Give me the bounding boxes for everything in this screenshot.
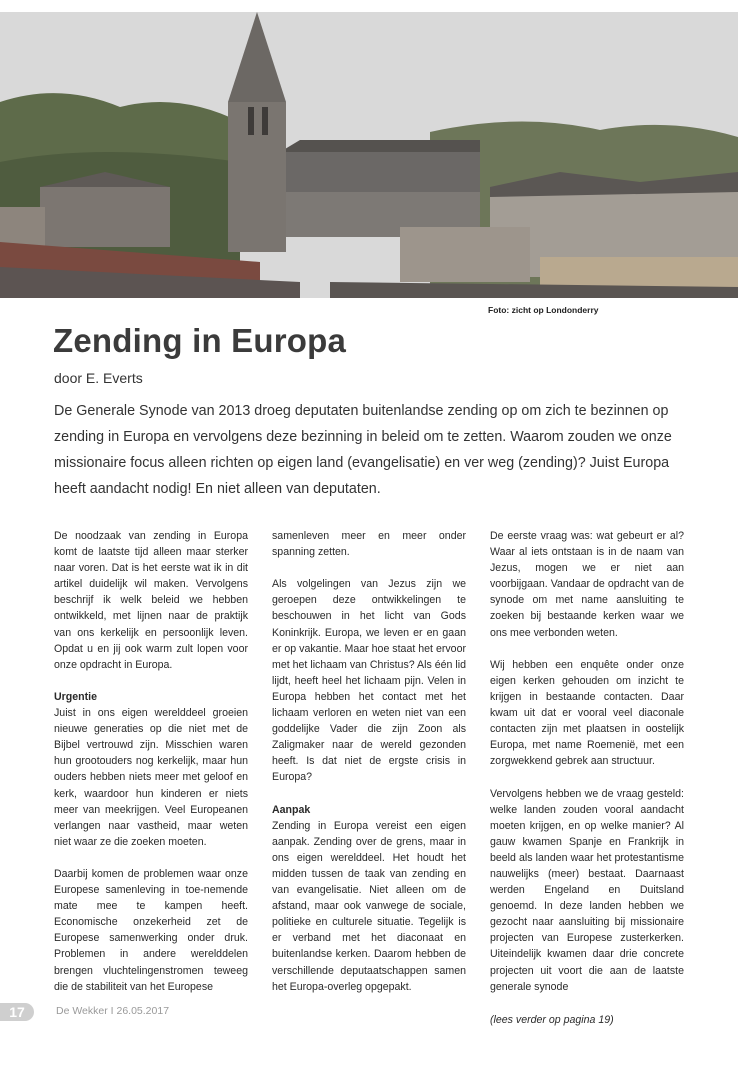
paragraph: Daarbij komen de problemen waar onze Europese samenleving in toe-nemende mate mee te kampen heeft. Economische onzekerheid zet de Europese samenwerking onder druk. Problemen in andere werelddelen brengen vluchtelingenstromen teweeg die de stabiliteit van het Europese bbox=[54, 867, 248, 993]
continued-on-page-link[interactable]: (lees verder op pagina 19) bbox=[490, 1014, 614, 1026]
paragraph: Juist in ons eigen werelddeel groeien nieuwe generaties op die niet met de Bijbel vertrouwd zijn. Misschien waren hun grootouders nog kerkelijk, maar hun ouders hebben niets meer met geloof en kerk, waardoor hun kinderen er niets meer van meekrijgen. Veel Europeanen verlangen naar vastheid, maar weten niet waar ze die zoeken moeten. bbox=[54, 707, 248, 848]
footer-publication: De Wekker I 26.05.2017 bbox=[56, 1005, 170, 1017]
paragraph: Wij hebben een enquête onder onze eigen kerken gehouden om inzicht te krijgen in bestaande contacten. Daar kwam uit dat er vooral veel diaconale contacten zijn met plaatsen in oostelijk Europa, met name Roemenië, met een zorgwekkend gebrek aan structuur. bbox=[490, 658, 684, 768]
paragraph: samenleven meer en meer onder spanning zetten. bbox=[272, 530, 466, 559]
body-column-3 bbox=[490, 528, 684, 995]
header-photo bbox=[0, 12, 738, 298]
article-title: Zending in Europa bbox=[53, 322, 347, 359]
paragraph: De eerste vraag was: wat gebeurt er al? Waar al iets ontstaan is in de naam van Jezus, mogen we er niet aan voorbijgaan. Vandaar de opdracht van de synode om met name aansluiting te zoeken bij bestaande kerken waar we ons mee verbonden weten. bbox=[490, 530, 684, 639]
body-column-2 bbox=[272, 528, 466, 995]
paragraph: De noodzaak van zending in Europa komt de laatste tijd alleen maar sterker naar voren. Dat is het eerste wat ik in dit artikel duidelijk wil maken. Vervolgens beschrijf ik welk beleid we hebben ontwikkeld, met lijnen naar de praktijk van ons kerkelijk en persoonlijk leven. Opdat u en jij ook warm zult lopen voor onze opdracht in Europa. bbox=[54, 530, 248, 671]
section-heading-aanpak: Aanpak bbox=[272, 803, 311, 816]
londonderry-cityscape-image bbox=[0, 12, 738, 298]
article-lead: De Generale Synode van 2013 droeg deputaten buitenlandse zending op om zich te bezinnen op zending in Europa en vervolgens deze bezinning in beleid om te zetten. Waarom zouden we onze missionaire focus alleen richten op eigen land (evangelisatie) en ver weg (zending)? Juist Europa heeft aandacht nodig! En niet alleen van deputaten. bbox=[54, 403, 672, 497]
paragraph: Als volgelingen van Jezus zijn we geroepen deze ontwikkelingen te beschouwen in het licht van Gods Koninkrijk. Europa, we leven er en gaan er op vakantie. Maar hoe staat het ervoor met het lichaam van Christus? Als één lid lijdt, heeft heel het lichaam pijn. Velen in Europa hebben het contact met het lichaam verloren en weten niet van een goddelijke Vader die zijn Zoon als Zaligmaker naar de wereld gezonden heeft. Is dat niet de ergste crisis in Europa? bbox=[272, 578, 466, 784]
paragraph: Vervolgens hebben we de vraag gesteld: welke landen zouden vooral aandacht moeten krijgen, en op welke manier? Al gauw kwamen Spanje en Frankrijk in beeld als landen waar het protestantisme nauwelijks (meer) bestaat. Daarnaast werden Engeland en Duitsland genoemd. In deze landen hebben we gezocht naar aansluiting bij missionaire projecten van Europese zusterkerken. Uiteindelijk kwamen daar drie concrete projecten uit voort die aan de laatste generale synode bbox=[490, 787, 684, 993]
section-heading-urgentie: Urgentie bbox=[54, 690, 97, 703]
body-column-1 bbox=[54, 528, 248, 995]
article-byline: door E. Everts bbox=[54, 370, 143, 386]
paragraph: Zending in Europa vereist een eigen aanpak. Zending over de grens, maar in ons eigen werelddeel. Het houdt het midden tussen de taak van zending en van evangelisatie. Niet alleen om de afstand, maar ook vanwege de sociale, politieke en culturele situatie. Tegelijk is er verband met het diaconaat en buitenlandse kerken. Daarom hebben de verschillende deputaatschappen samen het Europa-overleg opgepakt. bbox=[272, 819, 466, 993]
page-number-badge: 17 bbox=[0, 1003, 34, 1021]
photo-caption: Foto: zicht op Londonderry bbox=[488, 305, 599, 315]
